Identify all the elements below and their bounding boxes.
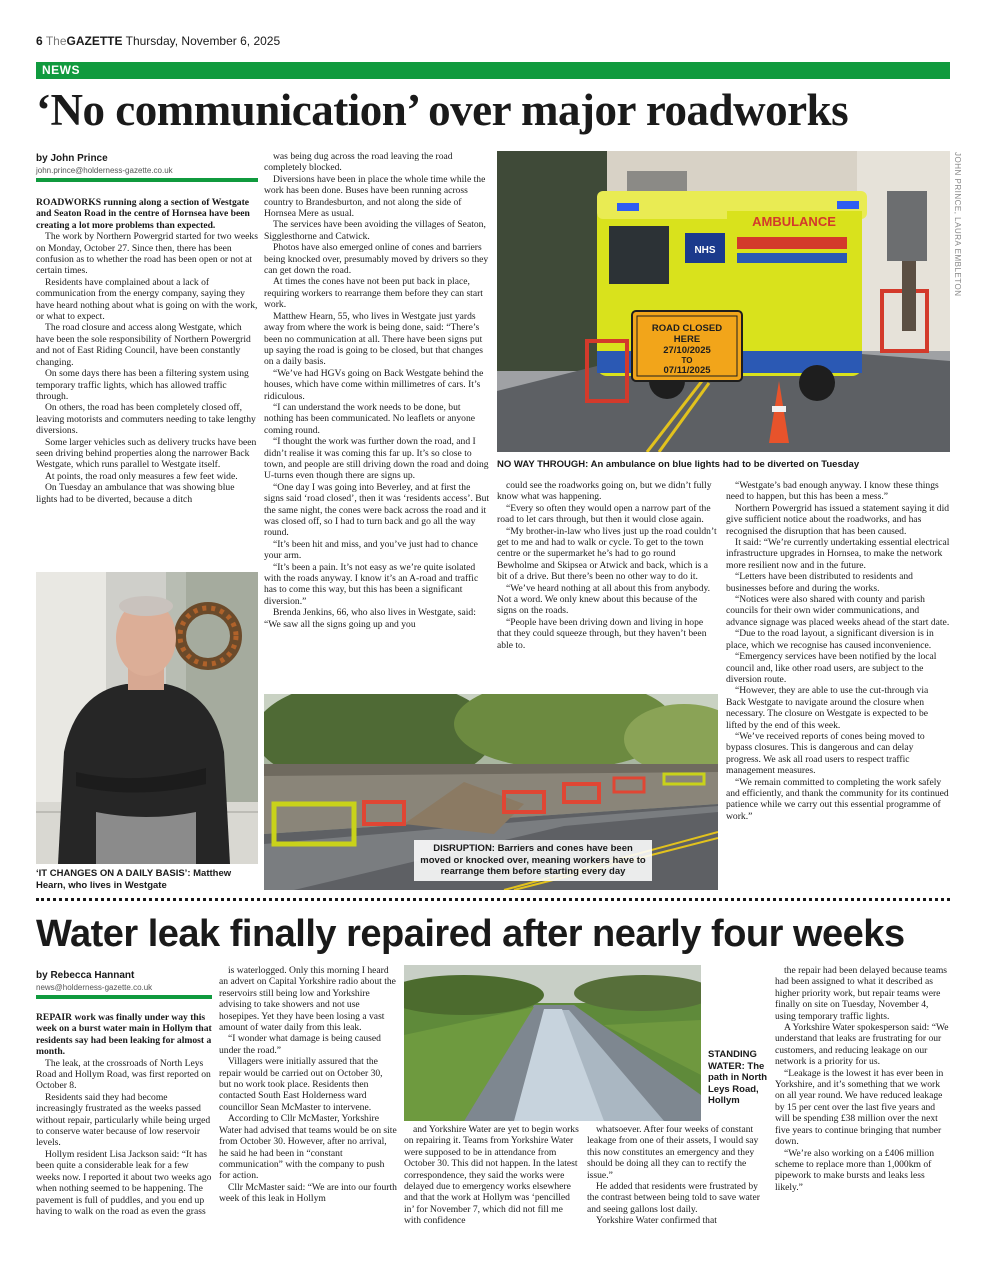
ambulance-caption-bold: NO WAY THROUGH: (497, 459, 589, 470)
man-photo (36, 572, 258, 864)
nhs-label: NHS (694, 245, 716, 256)
paragraph: A Yorkshire Water spokesperson said: “We understand that leaks are frustrating for our customers, and reducing leakage on our network is a priority for us. (775, 1022, 949, 1068)
paragraph: “Leakage is the lowest it has ever been in Yorkshire, and it’s something that we work on all year round. We have reduced leakage by 15 per cent over the last five years and will be spending £38 million over the next five years to continue bringing that number down. (775, 1067, 944, 1148)
paragraph: According to Cllr McMaster, Yorkshire Water had advised that teams would be on site from October 30. However, after no arrival, he said he had been in “constant communication” with the company to push for action. (219, 1113, 397, 1182)
paragraph: “It’s been a pain. It’s not easy as we’re quite isolated with the roads anyway. I know it’s an A-road and traffic has to come this way, but this has been a significant diversion.” (264, 561, 479, 607)
story2-byline-rule (36, 995, 212, 999)
water-caption-text: The path in North Leys Road, Hollym (708, 1060, 768, 1107)
paragraph: “Due to the road layout, a significant diversion is in place, which we recognise has caused inconvenience. (726, 628, 934, 651)
man-photo-image (36, 572, 258, 864)
paragraph: At times the cones have not been put back in place, requiring workers to rearrange them before they can start work. (264, 276, 483, 311)
story1-headline: ‘No communication’ over major roadworks (36, 85, 849, 135)
ambulance-photo-credit: JOHN PRINCE, LAURA EMBLETON (953, 152, 962, 297)
ambulance-photo-image (497, 151, 950, 452)
paragraph: “It’s been hit and miss, and you’ve just had to chance your arm. (264, 538, 478, 562)
ambulance-photo (497, 151, 950, 452)
water-photo-caption (708, 1049, 770, 1107)
paragraph: “Notices were also shared with county and parish councils for their own wider communications, and advance signage was placed weeks ahead of the start date. (726, 594, 950, 628)
paragraph: “One day I was going into Beverley, and at first the signs said ‘road closed’, then it was ‘residents access’. But the same night, the cones were back across the road and it was closed off, so I had to turn back and go all the way round. (264, 481, 490, 539)
paragraph: “I thought the work was further down the road, and I didn’t realise it was coming this far up. It’s so close to town, and people are still driving down the road and doing U-turns even though there are signs up. (264, 436, 489, 482)
story2-byline: by Rebecca Hannant (36, 970, 135, 981)
story-divider (36, 898, 950, 901)
brand-light: The (45, 34, 67, 48)
paragraph: “Emergency services have been notified by the local council and, like other road users, are subject to the diversion route. (726, 651, 937, 685)
ambulance-caption-text: An ambulance on blue lights had to be diverted on Tuesday (590, 459, 860, 470)
section-bar (36, 62, 950, 79)
page-header (36, 34, 280, 48)
story2-column-2 (219, 965, 397, 1248)
paragraph: was being dug across the road leaving the road completely blocked. (264, 151, 453, 174)
paragraph: “We remain committed to completing the work safely and efficiently, and thank the community for its continued patience while we carry out this essential programme of work.” (726, 776, 949, 822)
sign-line-5: 07/11/2025 (663, 365, 711, 376)
page-number: 6 (36, 34, 43, 48)
road-caption-text: Barriers and cones have been moved or knocked over, meaning workers have to rearrange them before starting every day (420, 843, 646, 877)
paragraph: On some days there has been a filtering system using temporary traffic lights, which has allowed traffic through. (36, 368, 249, 402)
paragraph: It said: “We’re currently undertaking essential electrical infrastructure upgrades in Hornsea, to make the network more resilient now and in the future. (726, 537, 950, 571)
paragraph: Photos have also emerged online of cones and barriers being knocked over, presumably moved by drivers so they can get down the road. (264, 242, 489, 277)
paragraph: Villagers were initially assured that the repair would be carried out on October 30, but no work took place. Residents then contacted South East Holderness ward councillor Sean McMaster to intervene. (219, 1056, 383, 1113)
paragraph: At points, the road only measures a few feet wide. (45, 470, 238, 482)
paragraph: The services have been avoiding the villages of Seaton, Sigglesthorne and Catwick. (264, 219, 486, 242)
story2-column-5 (775, 965, 951, 1248)
story1-column-1 (36, 197, 258, 565)
paragraph: He added that residents were frustrated by the contrast between being told to save water and seeing gallons lost daily. (587, 1181, 760, 1215)
man-photo-caption-bold: ‘IT CHANGES ON A DAILY BASIS’: (36, 868, 191, 879)
water-photo (404, 965, 701, 1121)
lead-paragraph: ROADWORKS running along a section of Westgate and Seaton Road in the centre of Hornsea have been creating a lot more problems than expected. (36, 197, 250, 231)
story1-column-3 (497, 480, 717, 686)
story2-byline-block (36, 970, 212, 999)
paragraph: the repair had been delayed because teams had been assigned to what it described as higher priority work, but repair teams were finally on site on Tuesday, November 4, using temporary traffic lights. (775, 965, 948, 1022)
paragraph: “Every so often they would open a narrow part of the road to let cars through, but then it would close again. (497, 502, 711, 526)
water-photo-image (404, 965, 701, 1121)
paragraph: “Westgate’s bad enough anyway. I know these things need to happen, but this has been a mess.” (726, 480, 939, 503)
paragraph: Matthew Hearn, 55, who lives in Westgate just yards away from where the work is being done, said: “There’s been no communication at all. There have been signs put up saying the road is going to be closed, but that changes on a daily basis. (264, 310, 484, 368)
story1-column-4 (726, 480, 950, 892)
paragraph: “My brother-in-law who lives just up the road couldn’t get to me and had to walk or cycle. To get to the town centre or the supermarket he’s had to go round Bewholme and Skipsea or Atwick and back, which is a bit of a drive. But there’s been no other way to do it. (497, 525, 717, 583)
paragraph: “However, they are able to use the cut-through via Back Westgate to navigate around the closure when necessary. The closure on Westgate is expected to be lifted by the end of this week. (726, 685, 929, 731)
paragraph: “I can understand the work needs to be done, but nothing has been communicated. No leaflets or anyone coming round. (264, 401, 475, 436)
sign-line-2: HERE (673, 334, 701, 345)
paragraph: Diversions have been in place the whole time while the work has been done. Buses have been running across country to Brandesburton, and not along the side of Hornsea Mere as usual. (264, 173, 486, 220)
paragraph: could see the roadworks going on, but we didn’t fully know what was happening. (497, 480, 712, 503)
paragraph: Cllr McMaster said: “We are into our fourth week of this leak in Hollym (219, 1181, 397, 1205)
paragraph: “We’ve had HGVs going on Back Westgate behind the houses, which have come within millimetres of cars. It’s ridiculous. (264, 367, 484, 402)
man-photo-caption (36, 868, 258, 891)
paragraph: The leak, at the crossroads of North Leys Road and Hollym Road, was first reported on October 8. (36, 1057, 211, 1092)
paragraph: Northern Powergrid has issued a statement saying it did give sufficient notice about the roadworks, and has recognised the disruption that has been caused. (726, 502, 950, 537)
ambulance-photo-caption (497, 459, 950, 471)
paragraph: On others, the road has been completely closed off, leaving motorists and commuters needing to take lengthy diversions. (36, 402, 256, 437)
paragraph: “People have been driving down and living in hope that they could squeeze through, but they haven’t been able to. (497, 616, 707, 651)
paragraph: Residents have complained about a lack of communication from the energy company, saying they have heard nothing about what is going on with the work, or what to expect. (36, 276, 258, 323)
story2-column-3 (404, 1124, 579, 1248)
paragraph: The work by Northern Powergrid started for two weeks on Monday, October 27. Since then, there has been confusion as to whether the road has been open or not at certain times. (36, 231, 258, 277)
story2-column-4 (587, 1124, 767, 1248)
paragraph: “Letters have been distributed to residents and businesses before and during the works. (726, 571, 913, 594)
paragraph: Yorkshire Water confirmed that (596, 1215, 717, 1227)
story1-email: john.prince@holderness-gazette.co.uk (36, 166, 173, 175)
brand-bold: GAZETTE (66, 34, 123, 48)
story2-column-1 (36, 1012, 212, 1248)
paragraph: Some larger vehicles such as delivery trucks have been seen driving behind properties along the narrower Back Westgate, which runs parallel to Westgate itself. (36, 436, 257, 471)
story1-column-2 (264, 151, 490, 687)
paragraph: whatsoever. After four weeks of constant leakage from one of their assets, I would say this now constitutes an emergency and they should be doing all they can to rectify the issue.” (587, 1124, 759, 1181)
paragraph: is waterlogged. Only this morning I heard an advert on Capital Yorkshire radio about the reservoirs still being low and Yorkshire advising to take showers and not use hosepipes. Yet they have been losing a vast amount of water daily from this leak. (219, 965, 396, 1034)
road-photo (264, 694, 718, 890)
paragraph: On Tuesday an ambulance that was showing blue lights had to be diverted, because a ditch (36, 482, 235, 505)
sign-line-4: TO (681, 356, 693, 365)
paragraph: “We’re also working on a £406 million scheme to replace more than 1,000km of pipework to make bursts and leaks less likely.” (775, 1147, 935, 1193)
paragraph: and Yorkshire Water are yet to begin works on repairing it. Teams from Yorkshire Water were supposed to be in attendance from October 30. This did not happen. In the latest correspondence, they said the works were delayed due to emergency works elsewhere and that the work at Hollym was ‘pencilled in’ for November 7, which did not fill me with confidence (404, 1124, 579, 1227)
lead-paragraph: REPAIR work was finally under way this week on a burst water main in Hollym that residents say had been leaking for almost a month. (36, 1012, 212, 1058)
road-caption-bold: DISRUPTION: (433, 843, 495, 854)
ambulance-label: AMBULANCE (752, 214, 836, 229)
paragraph: Hollym resident Lisa Jackson said: “It has been quite a considerable leak for a few weeks now. I reported it about two weeks ago when nothing seemed to be happening. The pavement is full of puddles, and you end up having to walk on the road as even the grass (36, 1148, 212, 1217)
sign-line-1: ROAD CLOSED (651, 323, 723, 334)
story2-headline: Water leak finally repaired after nearly four weeks (36, 913, 905, 955)
paragraph: Residents said they had become increasingly frustrated as the weeks passed without repair, particularly while being urged to conserve water because of low reservoir levels. (36, 1091, 211, 1149)
story1-byline-block (36, 153, 258, 182)
story2-email: news@holderness-gazette.co.uk (36, 983, 153, 992)
sign-line-3: 27/10/2025 (663, 345, 711, 356)
paragraph: The road closure and access along Westgate, which have been the sole responsibility of Northern Powergrid and not of East Riding Council, have been constantly changing. (36, 322, 251, 368)
section-label: NEWS (42, 63, 80, 77)
paragraph: “I wonder what damage is being caused under the road.” (219, 1033, 381, 1056)
issue-date: Thursday, November 6, 2025 (125, 34, 281, 48)
man-photo-caption-text: Matthew Hearn, who lives in Westgate (36, 868, 232, 891)
paragraph: “We’ve heard nothing at all about this from anybody. Not a word. We only knew about this because of the signs on the roads. (497, 582, 711, 617)
story1-byline: by John Prince (36, 153, 108, 164)
paragraph: Brenda Jenkins, 66, who also lives in Westgate, said: “We saw all the signs going up and you (264, 607, 476, 630)
paragraph: “We’ve received reports of cones being moved to bypass closures. This is dangerous and can delay progress. We ask all road users to respect traffic management measures. (726, 730, 925, 777)
story1-byline-rule (36, 178, 258, 182)
road-photo-caption (414, 840, 652, 881)
water-caption-bold: STANDING WATER: (708, 1049, 757, 1072)
